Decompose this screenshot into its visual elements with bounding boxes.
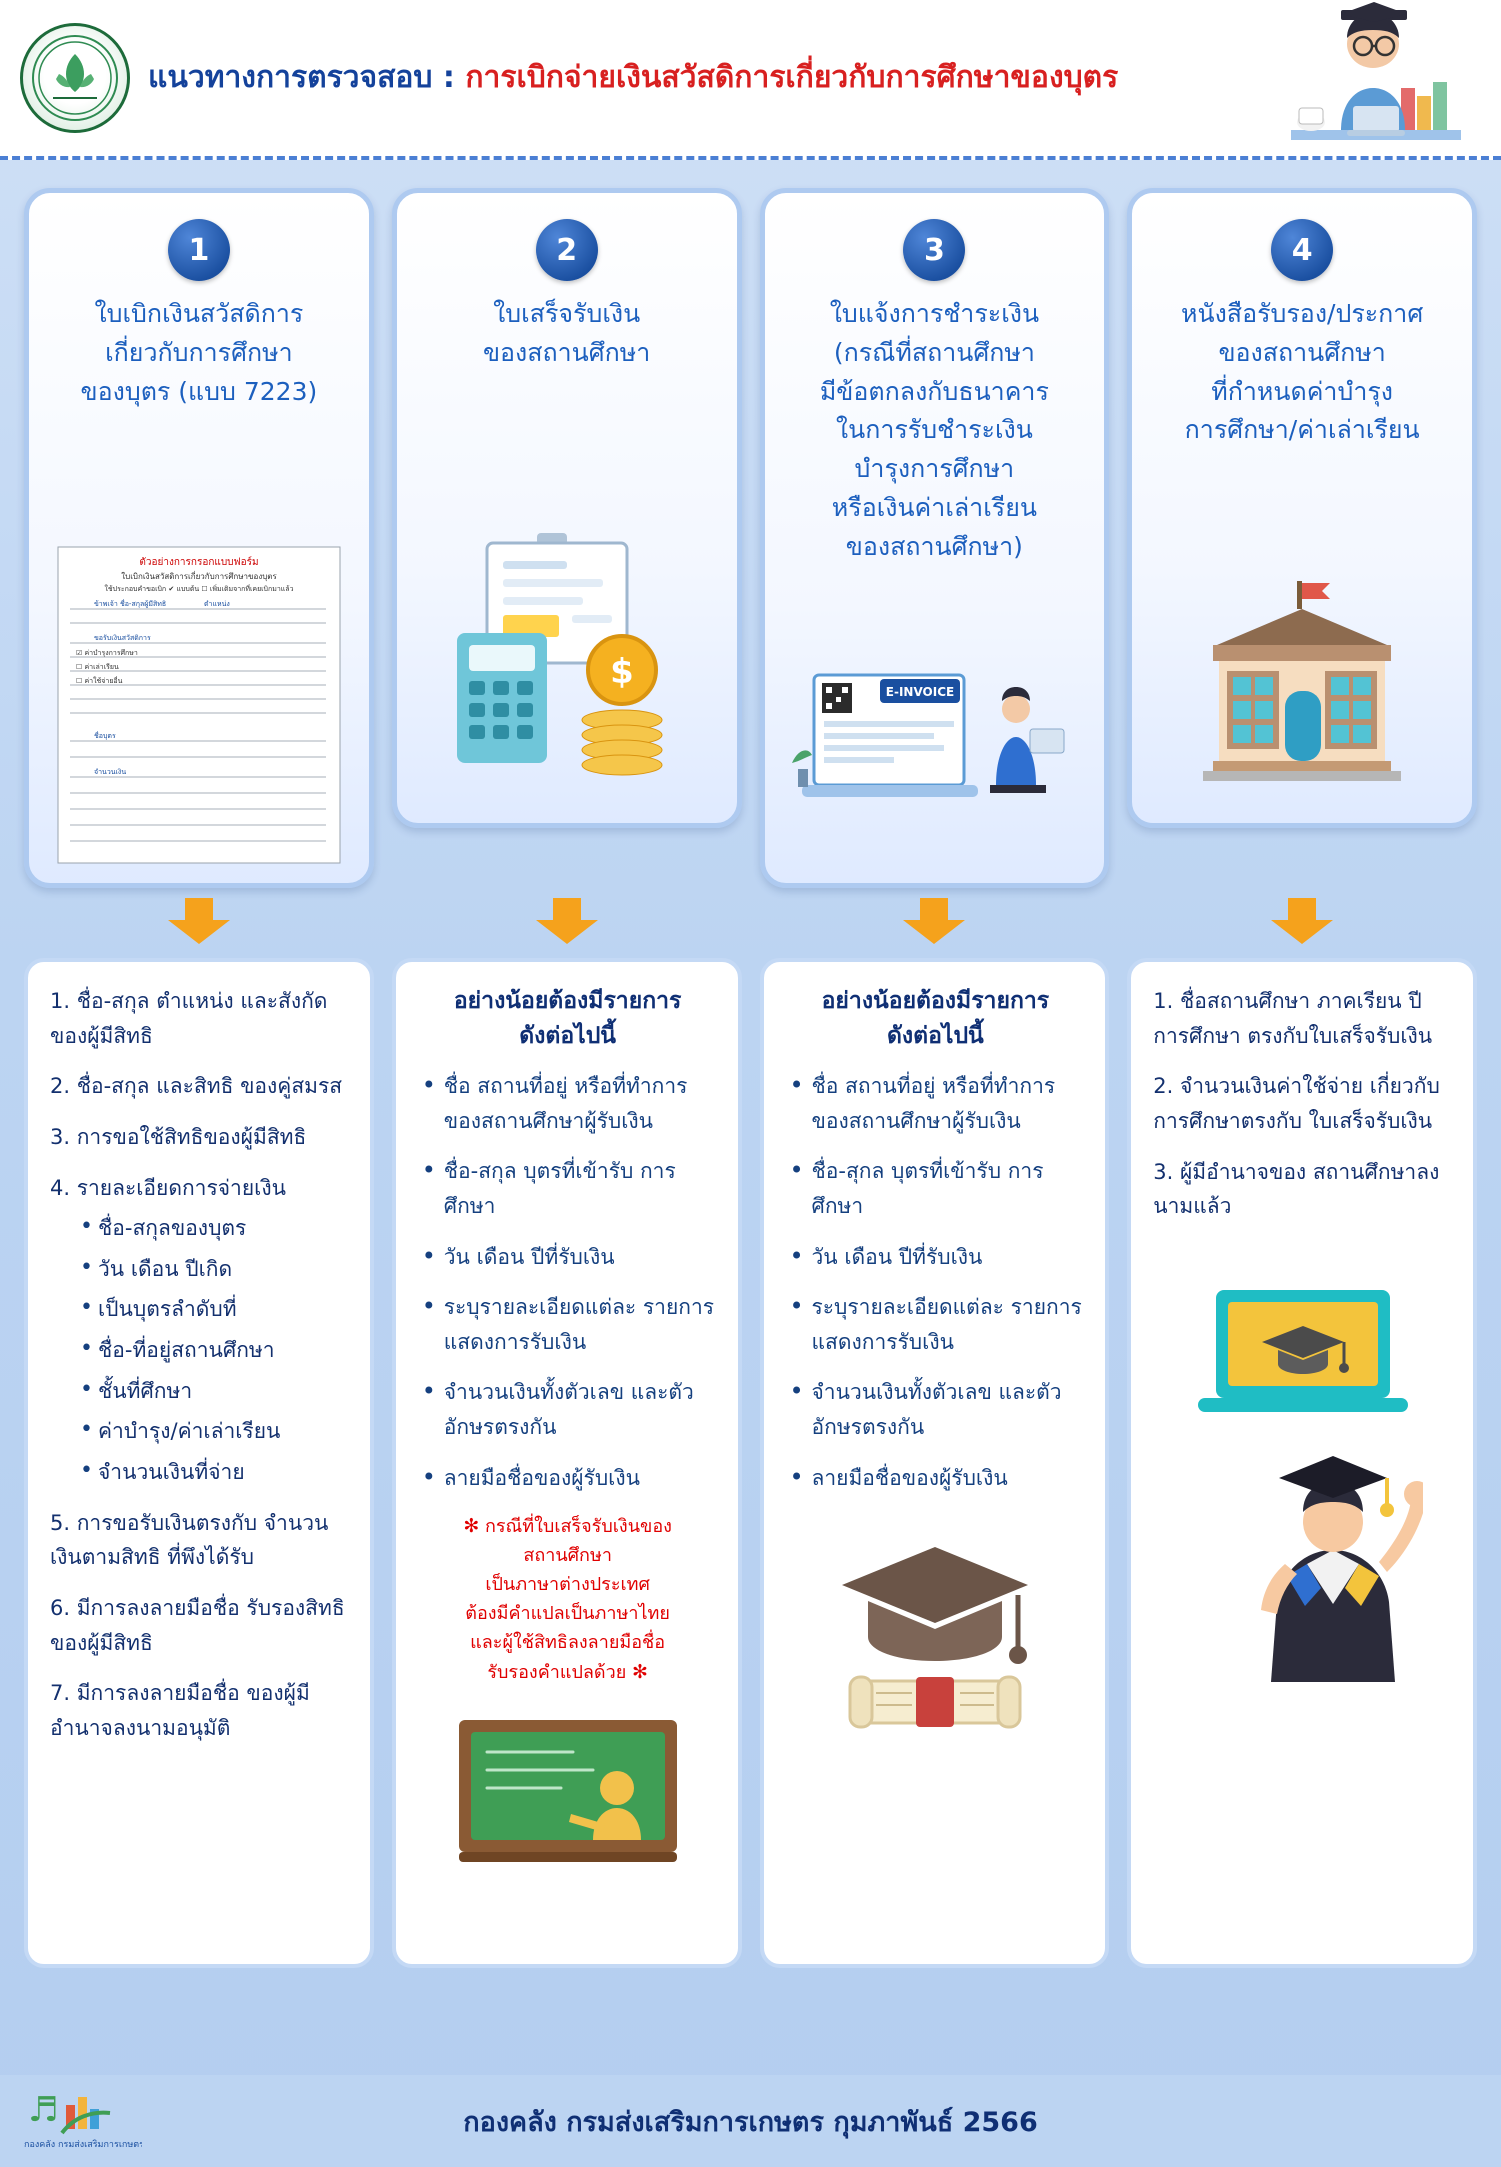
card-2-title-line-2: ของสถานศึกษา: [482, 337, 651, 367]
list-item: • ลายมือชื่อของผู้รับเงิน: [786, 1461, 1086, 1496]
panel-1-item-1: 1. ชื่อ-สกุล ตำแหน่ง และสังกัด ของผู้มีสิทธิ: [50, 989, 328, 1048]
svg-text:กองคลัง กรมส่งเสริมการเกษตร: กองคลัง กรมส่งเสริมการเกษตร: [24, 2140, 142, 2150]
card-3-title-line-1: ใบแจ้งการชำระเงิน: [829, 299, 1040, 328]
list-item: • ชื่อ-สุกล บุตรที่เข้ารับ การศึกษา: [786, 1154, 1086, 1223]
footer-text: กองคลัง กรมส่งเสริมการเกษตร กุมภาพันธ์ 2566: [463, 2106, 1038, 2138]
panel-4-item-2: 2. จำนวนเงินค่าใช้จ่าย เกี่ยวกับการศึกษาตรงกับ ใบเสร็จรับเงิน: [1153, 1074, 1440, 1133]
panel-3-heading-line-2: ดังต่อไปนี้: [886, 1022, 984, 1049]
svg-text:☑ ค่าบำรุงการศึกษา: ☑ ค่าบำรุงการศึกษา: [75, 649, 138, 657]
card-3: [760, 188, 1110, 888]
panel-2-foreign-language-note: [418, 1511, 718, 1688]
card-4-badge: 4: [1271, 219, 1333, 281]
card-3-badge: 3: [903, 219, 965, 281]
panel-1-item-3: 3. การขอใช้สิทธิของผู้มีสิทธิ: [50, 1124, 307, 1149]
arrow-cell-3: [760, 898, 1110, 944]
card-3-title-line-3: มีข้อตกลงกับธนาคาร: [819, 376, 1049, 406]
panel-1: [24, 958, 374, 1968]
column-1: [24, 188, 374, 888]
svg-text:ตำแหน่ง: ตำแหน่ง: [203, 600, 230, 608]
asterisk-icon-open: ✻: [463, 1515, 480, 1538]
panel-2-heading: [418, 984, 718, 1053]
page-title: [148, 60, 1118, 96]
panel-1-item-2: 2. ชื่อ-สกุล และสิทธิ ของคู่สมรส: [50, 1074, 343, 1099]
cards-row: [0, 160, 1501, 888]
svg-text:ขอรับเงินสวัสดิการ: ขอรับเงินสวัสดิการ: [93, 634, 151, 642]
column-3: [760, 188, 1110, 888]
panel-3: [760, 958, 1110, 1968]
receipt-calculator-coins-icon: [411, 515, 723, 805]
panel-column-1: [24, 958, 374, 1968]
list-item: • วัน เดือน ปีที่รับเงิน: [418, 1240, 718, 1275]
list-item: • วัน เดือน ปีเกิด: [76, 1252, 350, 1287]
list-item: • วัน เดือน ปีที่รับเงิน: [786, 1240, 1086, 1275]
panel-1-item-5: 5. การขอรับเงินตรงกับ จำนวนเงินตามสิทธิ ที่พึงได้รับ: [50, 1510, 329, 1570]
card-3-title-line-4: ในการรับชำระเงิน: [835, 415, 1033, 445]
panel-2-heading-line-1: อย่างน้อยต้องมีรายการ: [453, 988, 682, 1014]
page-title-main: การเบิกจ่ายเงินสวัสดิการเกี่ยวกับการศึกษาของบุตร: [465, 60, 1119, 95]
card-1-title-line-3: ของบุตร (แบบ 7223): [80, 376, 318, 406]
panel-2: [392, 958, 742, 1968]
arrow-cell-4: [1127, 898, 1477, 944]
arrows-row: [0, 888, 1501, 944]
svg-text:☐ ค่าเล่าเรียน: ☐ ค่าเล่าเรียน: [75, 663, 119, 671]
svg-text:☐ ค่าใช้จ่ายอื่น: ☐ ค่าใช้จ่ายอื่น: [75, 677, 123, 685]
panel-column-4: [1127, 958, 1477, 1968]
panel-2-heading-line-2: ดังต่อไปนี้: [519, 1022, 617, 1049]
panel-column-3: [760, 958, 1110, 1968]
arrow-cell-2: [392, 898, 742, 944]
note-line-2: สถานศึกษา: [523, 1545, 612, 1567]
arrow-cell-1: [24, 898, 374, 944]
down-arrow-icon-4: [1271, 898, 1333, 944]
card-2-title-line-1: ใบเสร็จรับเงิน: [493, 299, 641, 328]
card-3-title-line-2: (กรณีที่สถานศึกษา: [833, 337, 1035, 367]
agency-seal-inner: [32, 35, 118, 121]
card-2: [392, 188, 742, 828]
panel-3-heading-line-1: อย่างน้อยต้องมีรายการ: [821, 988, 1050, 1014]
panel-1-item-4: [50, 1171, 350, 1490]
list-item: • ชื่อ สถานที่อยู่ หรือที่ทำการ ของสถานศึกษาผู้รับเงิน: [786, 1069, 1086, 1138]
teacher-with-laptop-icon: [1281, 2, 1471, 172]
svg-text:ใบเบิกเงินสวัสดิการเกี่ยวกับกา: ใบเบิกเงินสวัสดิการเกี่ยวกับการศึกษาของบุตร: [121, 572, 277, 581]
list-item: • ชั้นที่ศึกษา: [76, 1374, 350, 1409]
list-item: • จำนวนเงินทั้งตัวเลข และตัวอักษรตรงกัน: [786, 1375, 1086, 1444]
card-1-title-line-1: ใบเบิกเงินสวัสดิการ: [94, 299, 304, 328]
panel-4-item-3: 3. ผู้มีอำนาจของ สถานศึกษาลงนามแล้ว: [1153, 1159, 1440, 1219]
card-4: [1127, 188, 1477, 828]
card-4-title-line-3: ที่กำหนดค่าบำรุง: [1211, 376, 1393, 406]
agency-seal-logo: [20, 23, 130, 133]
card-1-badge: 1: [168, 219, 230, 281]
panel-1-item-6: 6. มีการลงลายมือชื่อ รับรองสิทธิของผู้มีสิทธิ: [50, 1595, 345, 1655]
svg-text:ใช้ประกอบคำขอเบิก ✔ แบบต้น ☐ เ: ใช้ประกอบคำขอเบิก ✔ แบบต้น ☐ เพิ่มเติมจากที่เคยเบิกมาแล้ว: [104, 585, 294, 593]
svg-text:ข้าพเจ้า ชื่อ-สกุลผู้มีสิทธิ: ข้าพเจ้า ชื่อ-สกุลผู้มีสิทธิ: [93, 600, 167, 608]
chalkboard-teacher-icon: [418, 1714, 718, 1874]
svg-text:ตัวอย่างการกรอกแบบฟอร์ม: ตัวอย่างการกรอกแบบฟอร์ม: [139, 557, 259, 568]
list-item: • ชื่อ-สกุลของบุตร: [76, 1211, 350, 1246]
list-item: • ชื่อ-ที่อยู่สถานศึกษา: [76, 1333, 350, 1368]
panel-3-heading: [786, 984, 1086, 1053]
doae-logo: [22, 2083, 142, 2157]
down-arrow-icon-2: [536, 898, 598, 944]
note-line-3: เป็นภาษาต่างประเทศ: [485, 1574, 650, 1595]
down-arrow-icon-3: [903, 898, 965, 944]
list-item: • ค่าบำรุง/ค่าเล่าเรียน: [76, 1414, 350, 1449]
panel-1-item-4-text: 4. รายละเอียดการจ่ายเงิน: [50, 1175, 286, 1200]
list-item: • ชื่อ-สกุล บุตรที่เข้ารับ การศึกษา: [418, 1154, 718, 1223]
card-4-title-line-4: การศึกษา/ค่าเล่าเรียน: [1184, 415, 1420, 445]
graduate-student-icon: [1153, 1442, 1453, 1692]
note-line-1: กรณีที่ใบเสร็จรับเงินของ: [484, 1516, 672, 1538]
laptop-graduation-cap-icon: [1153, 1284, 1453, 1434]
card-4-title-line-1: หนังสือรับรอง/ประกาศ: [1181, 299, 1424, 328]
svg-text:จำนวนเงิน: จำนวนเงิน: [93, 768, 127, 776]
list-item: • ชื่อ สถานที่อยู่ หรือที่ทำการ ของสถานศึกษาผู้รับเงิน: [418, 1069, 718, 1138]
school-building-icon: [1146, 575, 1458, 805]
card-2-badge: 2: [536, 219, 598, 281]
e-invoice-laptop-icon: [779, 665, 1091, 865]
list-item: • เป็นบุตรลำดับที่: [76, 1292, 350, 1327]
graduation-cap-diploma-icon: [786, 1521, 1086, 1751]
page-footer: [0, 2075, 1501, 2167]
card-3-title: [820, 295, 1049, 566]
panels-row: [0, 944, 1501, 2088]
card-1-title: [81, 295, 318, 411]
panel-1-item-7: 7. มีการลงลายมือชื่อ ของผู้มีอำนาจลงนามอนุมัติ: [50, 1681, 310, 1740]
list-item: • ระบุรายละเอียดแต่ละ รายการแสดงการรับเงิน: [418, 1290, 718, 1359]
panel-4-item-1: 1. ชื่อสถานศึกษา ภาคเรียน ปีการศึกษา ตรงกับใบเสร็จรับเงิน: [1153, 989, 1433, 1048]
list-item: • ระบุรายละเอียดแต่ละ รายการแสดงการรับเงิน: [786, 1290, 1086, 1359]
card-4-title: [1181, 295, 1423, 450]
column-2: [392, 188, 742, 888]
list-item: • จำนวนเงินทั้งตัวเลข และตัวอักษรตรงกัน: [418, 1375, 718, 1444]
svg-text:ชื่อบุตร: ชื่อบุตร: [93, 732, 116, 740]
panel-4: [1127, 958, 1477, 1968]
card-3-title-line-7: ของสถานศึกษา): [845, 531, 1023, 561]
panel-column-2: [392, 958, 742, 1968]
svg-text:♬: ♬: [28, 2090, 59, 2130]
note-line-5: และผู้ใช้สิทธิลงลายมือชื่อ: [470, 1631, 666, 1653]
card-4-title-line-2: ของสถานศึกษา: [1218, 337, 1386, 367]
panel-2-bullets: [418, 1069, 718, 1495]
card-1: [24, 188, 374, 888]
list-item: • จำนวนเงินที่จ่าย: [76, 1455, 350, 1490]
card-2-title: [483, 295, 650, 373]
form-7223-document-icon: [43, 545, 355, 865]
card-1-title-line-2: เกี่ยวกับการศึกษา: [105, 337, 293, 367]
card-3-title-line-5: บำรุงการศึกษา: [854, 454, 1015, 483]
column-4: [1127, 188, 1477, 888]
list-item: • ลายมือชื่อของผู้รับเงิน: [418, 1461, 718, 1496]
asterisk-icon-close: ✻: [631, 1661, 648, 1684]
card-3-title-line-6: หรือเงินค่าเล่าเรียน: [831, 492, 1037, 522]
page-title-prefix: แนวทางการตรวจสอบ :: [148, 60, 466, 95]
page-header: [0, 0, 1501, 160]
panel-3-bullets: [786, 1069, 1086, 1495]
panel-1-item-4-sublist: [76, 1211, 350, 1489]
note-line-4: ต้องมีคำแปลเป็นภาษาไทย: [465, 1602, 670, 1624]
note-line-6: รับรองคำแปลด้วย: [487, 1662, 627, 1684]
down-arrow-icon-1: [168, 898, 230, 944]
svg-text:E-INVOICE: E-INVOICE: [886, 685, 955, 699]
svg-text:$: $: [609, 652, 634, 692]
